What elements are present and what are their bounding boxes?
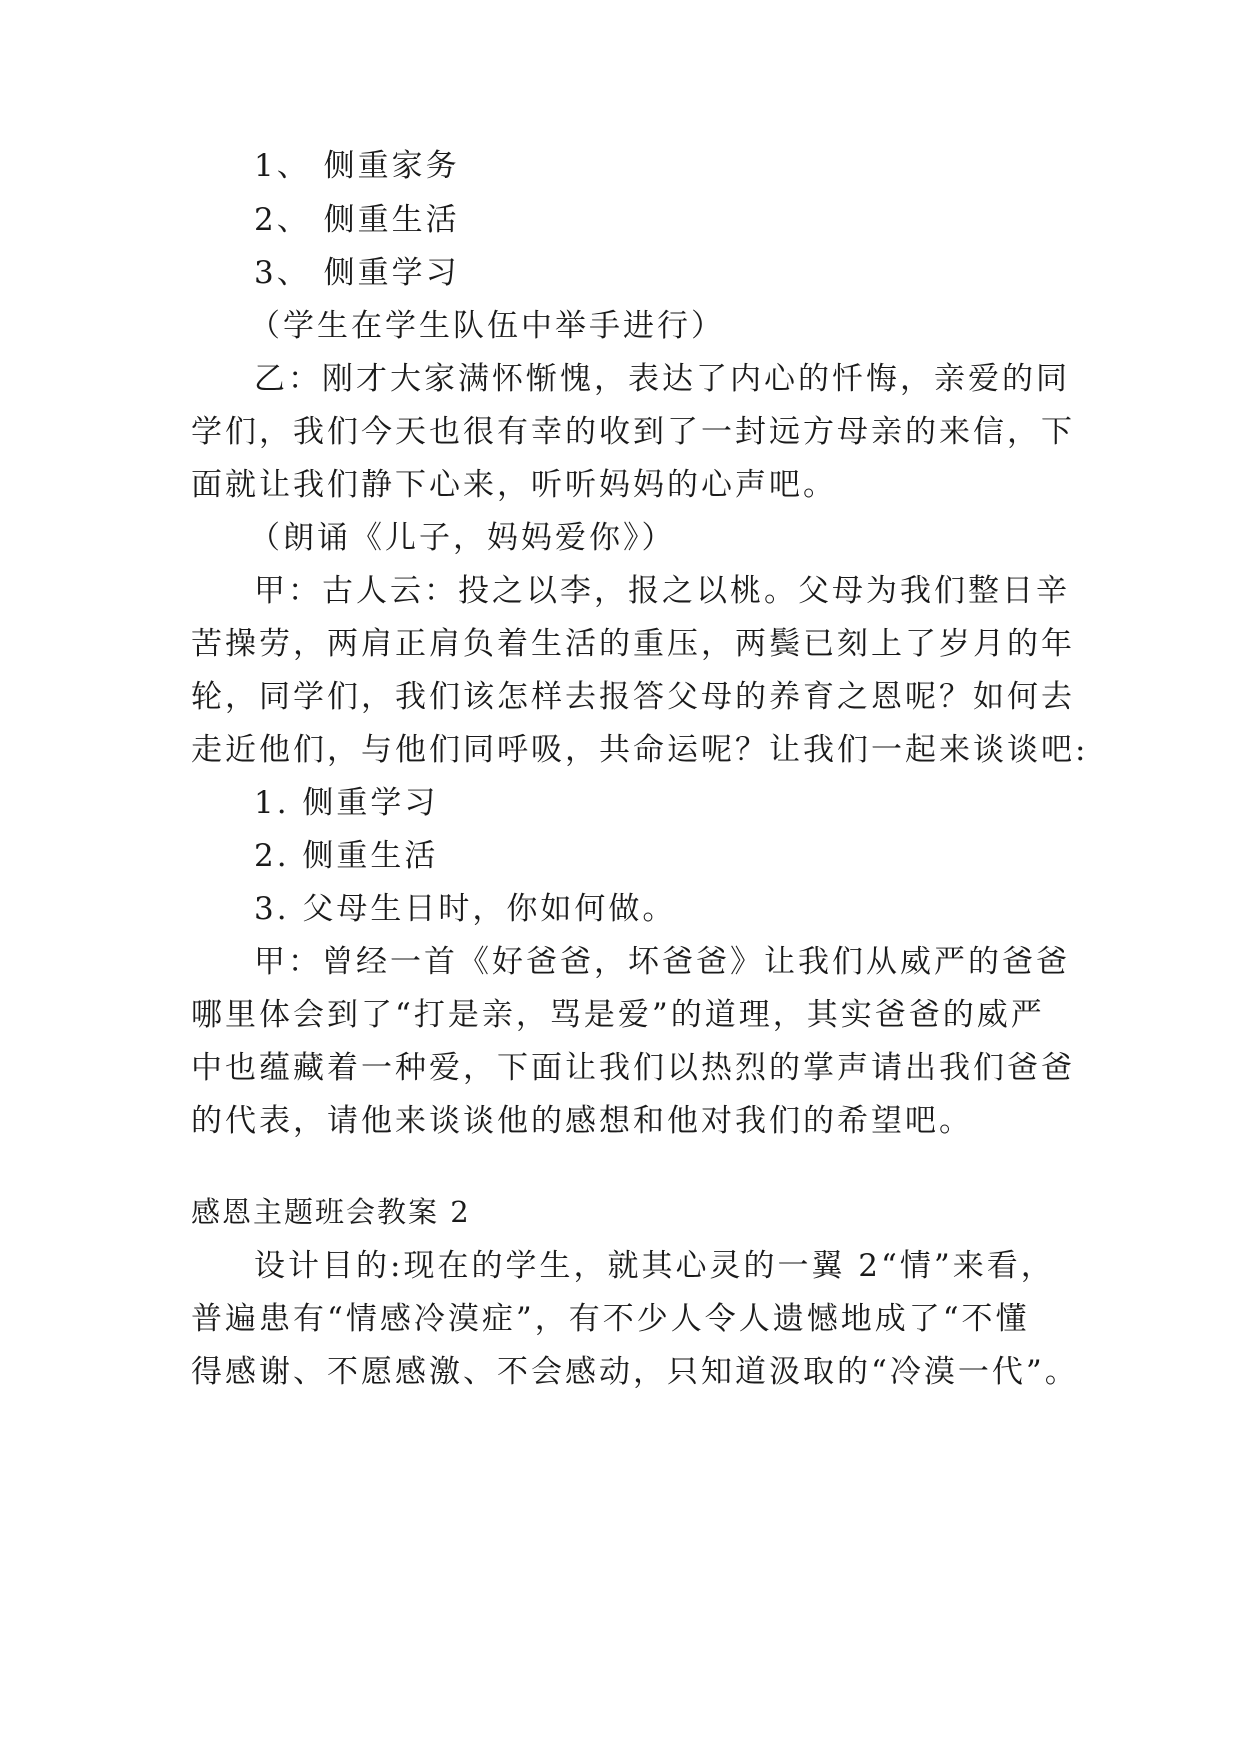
list-item: 2、 侧重生活	[254, 202, 460, 238]
paragraph-line: 得感谢、不愿感激、不会感动，只知道汲取的“冷漠一代”。	[191, 1354, 1079, 1390]
paragraph-line: 普遍患有“情感冷漠症”，有不少人令人遗憾地成了“不懂	[191, 1301, 1030, 1337]
paragraph-line: 走近他们，与他们同呼吸，共命运呢？让我们一起来谈谈吧:	[191, 732, 1089, 768]
paragraph-line: 的代表，请他来谈谈他的感想和他对我们的希望吧。	[191, 1103, 973, 1139]
paragraph-line: 学们，我们今天也很有幸的收到了一封远方母亲的来信，下	[191, 414, 1075, 450]
paragraph-line: 乙：刚才大家满怀惭愧，表达了内心的忏悔，亲爱的同	[254, 361, 1070, 397]
stage-note: （学生在学生队伍中举手进行）	[249, 308, 725, 344]
paragraph-line: 甲：曾经一首《好爸爸，坏爸爸》让我们从威严的爸爸	[254, 944, 1070, 980]
list-item: 1. 侧重学习	[254, 785, 439, 821]
list-item: 1、 侧重家务	[254, 148, 460, 184]
list-item: 2. 侧重生活	[254, 838, 439, 874]
stage-note: （朗诵《儿子，妈妈爱你》）	[249, 520, 676, 556]
paragraph-line: 设计目的:现在的学生，就其心灵的一翼 2“情”来看，	[254, 1248, 1055, 1284]
paragraph-line: 面就让我们静下心来，听听妈妈的心声吧。	[191, 467, 837, 503]
paragraph-line: 甲：古人云：投之以李，报之以桃。父母为我们整日辛	[254, 573, 1070, 609]
list-item: 3. 父母生日时，你如何做。	[254, 891, 677, 927]
paragraph-line: 轮，同学们，我们该怎样去报答父母的养育之恩呢？如何去	[191, 679, 1075, 715]
paragraph-line: 苦操劳，两肩正肩负着生活的重压，两鬓已刻上了岁月的年	[191, 626, 1075, 662]
list-item: 3、 侧重学习	[254, 255, 460, 291]
paragraph-line: 哪里体会到了“打是亲，骂是爱”的道理，其实爸爸的威严	[191, 997, 1045, 1033]
paragraph-line: 中也蕴藏着一种爱，下面让我们以热烈的掌声请出我们爸爸	[191, 1050, 1075, 1086]
section-heading: 感恩主题班会教案 2	[191, 1195, 471, 1229]
